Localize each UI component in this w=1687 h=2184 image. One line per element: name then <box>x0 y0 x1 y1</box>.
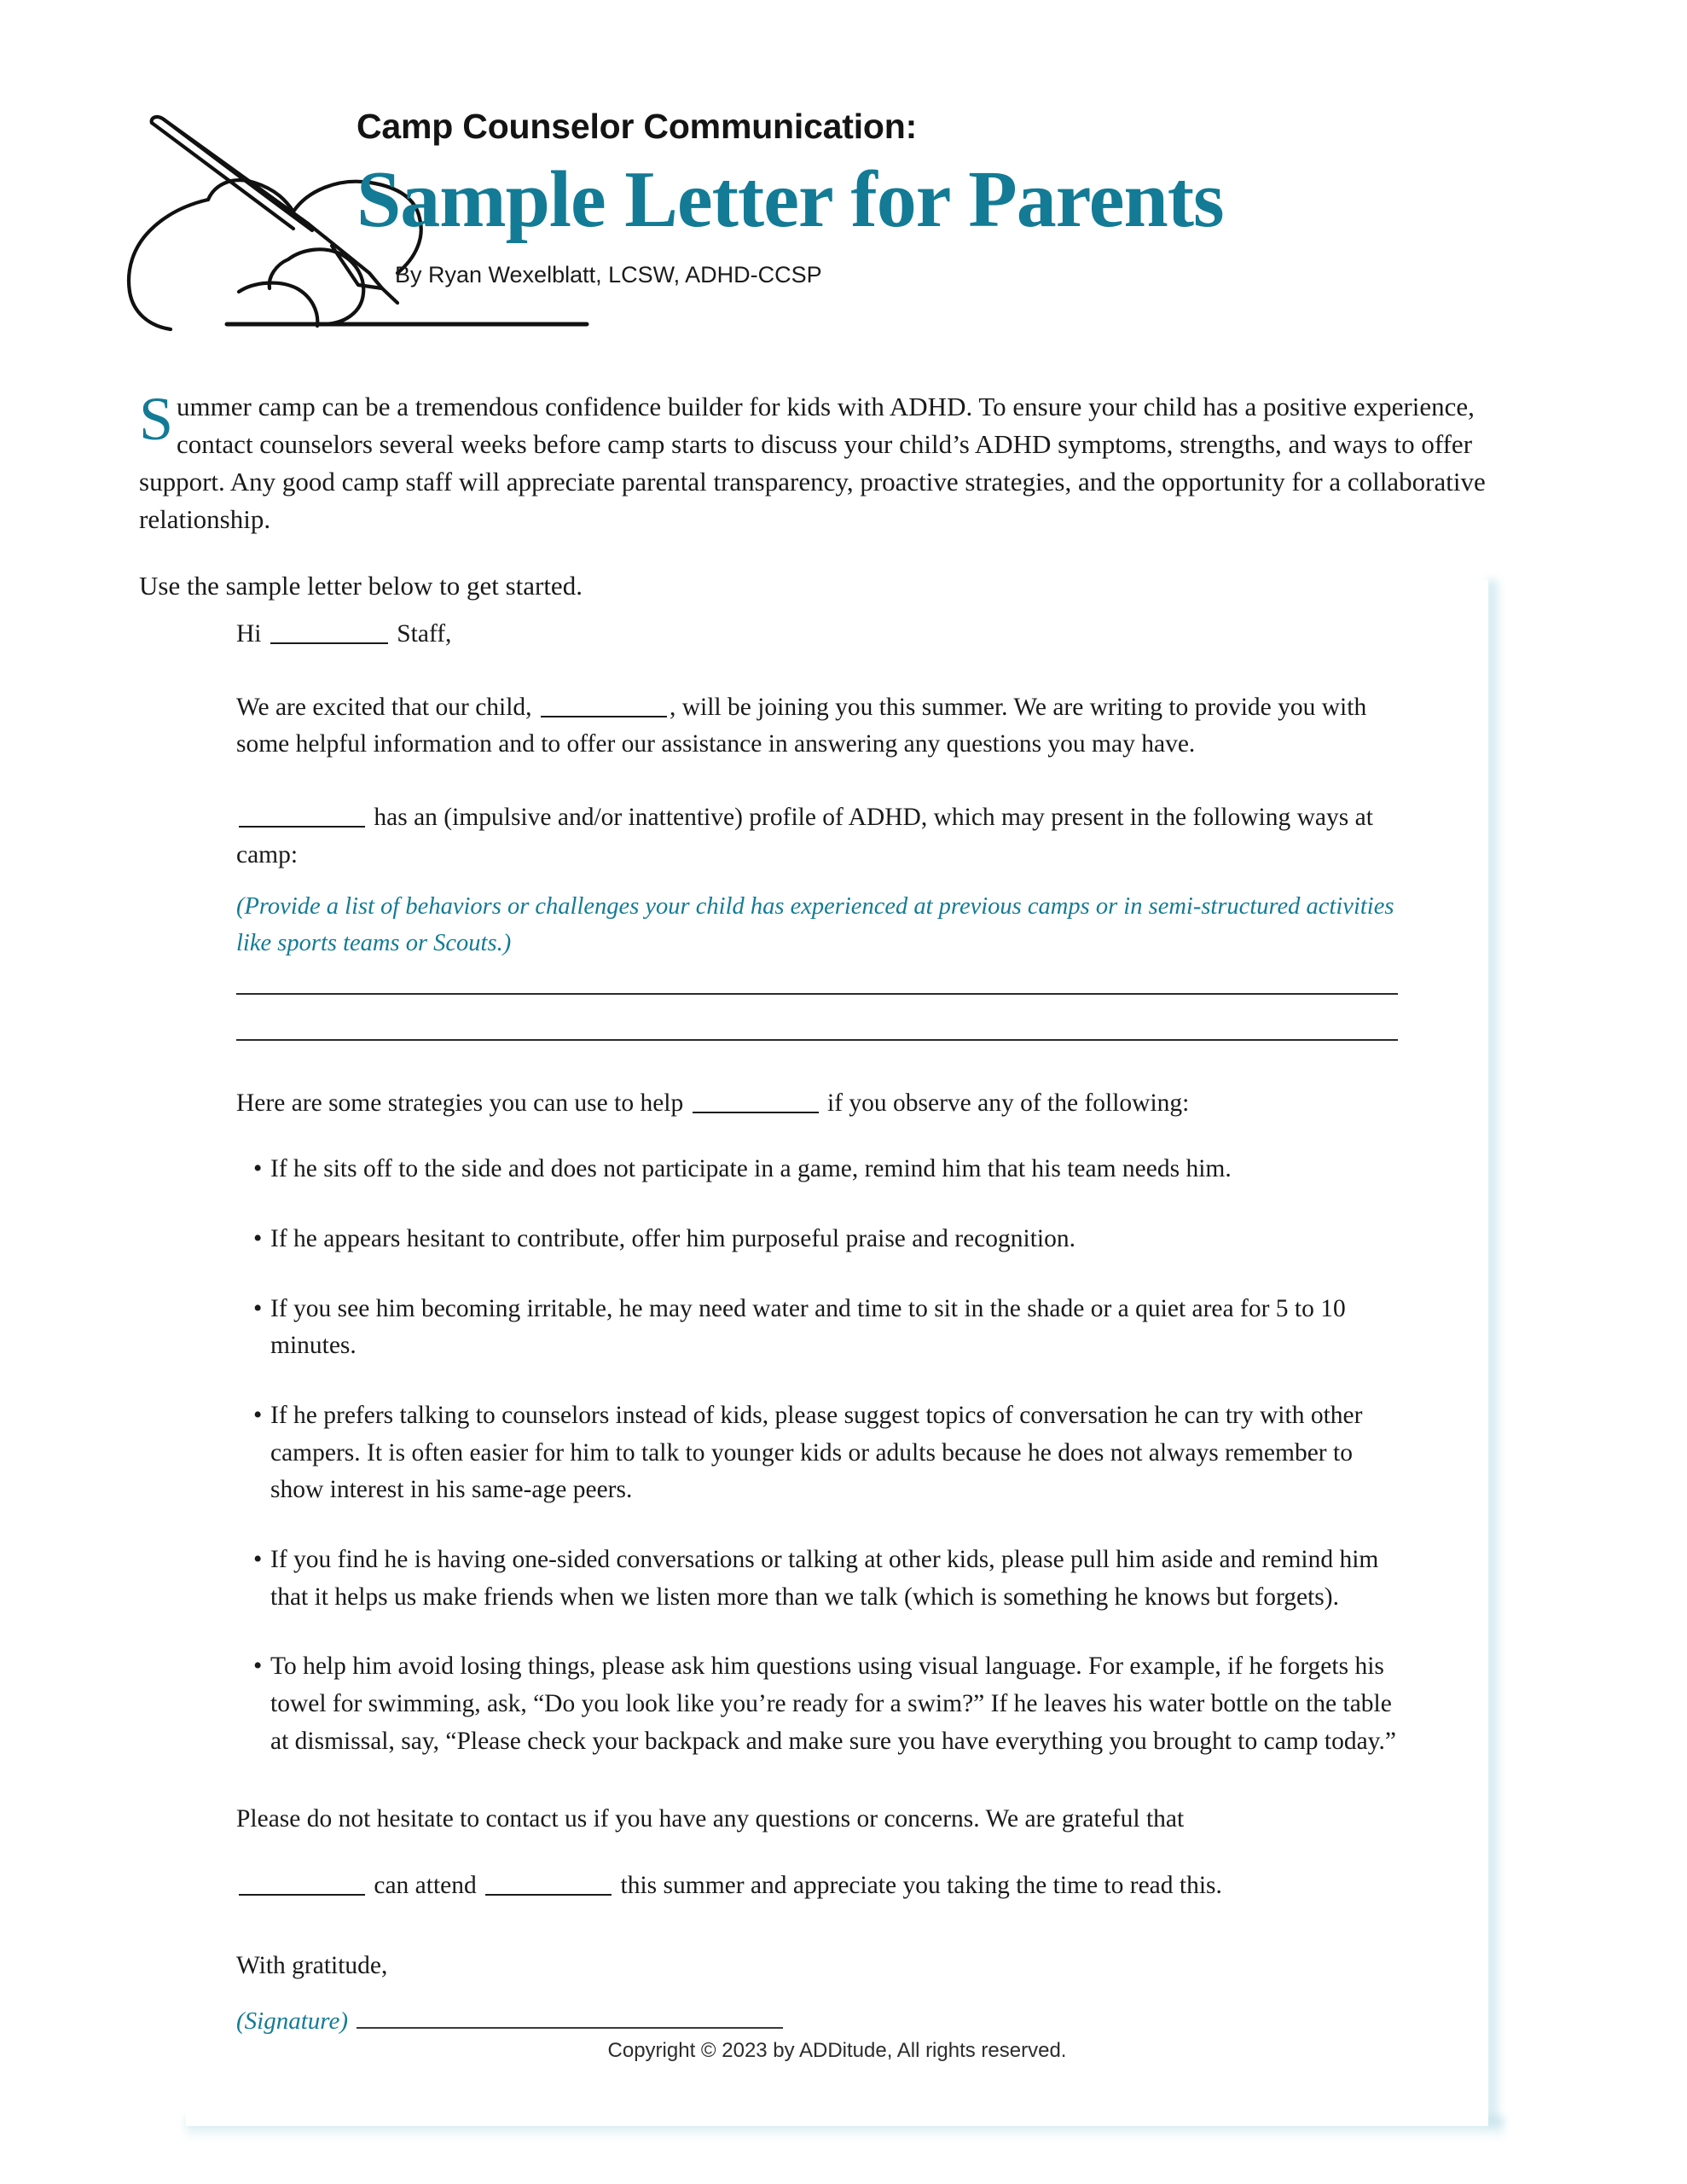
letter-paragraph-2-text: has an (impulsive and/or inattentive) profile of ADHD, which may present in the following ways at camp: <box>236 803 1373 868</box>
salutation-prefix: Hi <box>236 620 262 648</box>
closing-paragraph-2 <box>236 1867 1398 1905</box>
salutation-suffix: Staff, <box>397 620 452 648</box>
letter-paragraph-1 <box>236 689 1398 764</box>
fill-in-blank-camp-name[interactable] <box>270 618 388 645</box>
list-item-text: To help him avoid losing things, please ask him questions using visual language. For example, if he forgets his towel for swimming, ask, “Do you look like you’re ready for a swim?” If he leaves his water bottle on the table at dismissal, say, “Please check your backpack and make sure you have everything you brought to camp today.” <box>270 1653 1396 1755</box>
signature-label: (Signature) <box>236 2007 349 2036</box>
letter-sign-off: With gratitude, <box>236 1951 388 1979</box>
fill-in-blank-child-name-3[interactable] <box>693 1086 819 1113</box>
fill-in-blank-child-name-4[interactable] <box>239 1868 365 1896</box>
bullet-icon: • <box>253 1653 263 1681</box>
list-item <box>236 1221 1398 1258</box>
page-kicker: Camp Counselor Communication: <box>357 107 918 146</box>
letter-paragraph-1-part-a: We are excited that our child, <box>236 693 532 721</box>
write-in-line-1[interactable] <box>236 993 1398 995</box>
drop-cap: S <box>139 385 174 453</box>
author-byline: By Ryan Wexelblatt, LCSW, ADHD-CCSP <box>395 262 822 288</box>
closing-paragraph-2-part-b: this summer and appreciate you taking the time to read this. <box>620 1871 1222 1899</box>
header-text-block <box>357 109 1551 288</box>
letter-paragraph-2 <box>236 799 1398 874</box>
letter-paragraph-1-part-b: , will be joining you this summer. We are writing to provide you with some helpful information and to offer our assistance in answering any questions you may have. <box>236 693 1367 758</box>
copyright-notice: Copyright © 2023 by ADDitude, All rights reserved. <box>607 2039 1067 2062</box>
list-item-text: If you find he is having one-sided conversations or talking at other kids, please pull him aside and remind him that it helps us make friends when we listen more than we talk (which is something he knows but forgets). <box>270 1546 1379 1611</box>
signature-write-in-line[interactable] <box>357 2027 783 2029</box>
intro-paragraph <box>139 385 1514 538</box>
signature-row <box>236 2003 1398 2040</box>
bullet-icon: • <box>253 1155 263 1183</box>
strategies-intro <box>236 1085 1398 1123</box>
sample-letter-body <box>236 616 1398 2040</box>
list-item-text: If he prefers talking to counselors instead of kids, please suggest topics of conversation he can try with other campers. It is often easier for him to talk to younger kids or adults because he does not always remember to show interest in his same-age peers. <box>270 1402 1363 1504</box>
list-item-text: If you see him becoming irritable, he may need water and time to sit in the shade or a quiet area for 5 to 10 minutes. <box>270 1294 1346 1360</box>
list-item <box>236 1291 1398 1365</box>
intro-section <box>139 385 1514 605</box>
closing-paragraph-2-part-a: can attend <box>374 1871 477 1899</box>
letter-salutation <box>236 616 1398 653</box>
closing-paragraph-1: Please do not hesitate to contact us if you have any questions or concerns. We are grateful that <box>236 1805 1185 1833</box>
intro-call-to-action: Use the sample letter below to get started. <box>139 571 583 601</box>
list-item <box>236 1542 1398 1616</box>
teal-instruction-note: (Provide a list of behaviors or challenges your child has experienced at previous camps or in semi-structured activities like sports teams or Scouts.) <box>236 893 1394 957</box>
bullet-icon: • <box>253 1225 263 1253</box>
fill-in-blank-child-name-2[interactable] <box>239 800 365 828</box>
bullet-icon: • <box>253 1294 263 1322</box>
bullet-icon: • <box>253 1546 263 1574</box>
list-item <box>236 1648 1398 1760</box>
list-item <box>236 1151 1398 1188</box>
page-title: Sample Letter for Parents <box>357 155 1224 244</box>
list-item-text: If he sits off to the side and does not participate in a game, remind him that his team needs him. <box>270 1155 1232 1183</box>
strategies-intro-part-a: Here are some strategies you can use to help <box>236 1089 684 1117</box>
intro-paragraph-text: ummer camp can be a tremendous confidence builder for kids with ADHD. To ensure your child has a positive experience, contact counselors several weeks before camp starts to discuss your child’s ADHD symptoms, strengths, and ways to offer support. Any good camp staff will appreciate parental transparency, proactive strategies, and the opportunity for a collaborative relationship. <box>139 392 1486 535</box>
strategies-list <box>236 1151 1398 1760</box>
write-in-line-2[interactable] <box>236 1039 1398 1041</box>
fill-in-blank-child-name-1[interactable] <box>541 690 667 717</box>
list-item <box>236 1397 1398 1509</box>
fill-in-blank-camp-name-2[interactable] <box>485 1868 612 1896</box>
bullet-icon: • <box>253 1402 263 1430</box>
list-item-text: If he appears hesitant to contribute, offer him purposeful praise and recognition. <box>270 1225 1075 1253</box>
document-header <box>0 0 1687 358</box>
document-footer <box>186 2039 1488 2063</box>
strategies-intro-part-b: if you observe any of the following: <box>827 1089 1190 1117</box>
